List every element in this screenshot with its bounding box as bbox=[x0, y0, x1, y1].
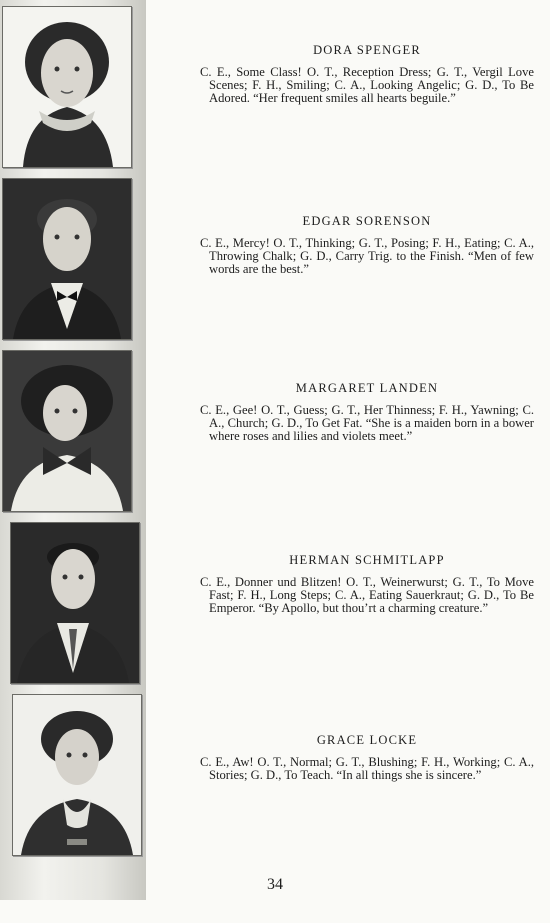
student-name: EDGAR SORENSON bbox=[302, 214, 432, 228]
student-entry-margaret-landen bbox=[200, 381, 534, 444]
student-portrait-herman-schmitlapp bbox=[10, 522, 140, 684]
student-entry-edgar-sorenson bbox=[200, 214, 534, 277]
student-portrait-dora-spenger bbox=[2, 6, 132, 168]
portrait-image bbox=[13, 695, 141, 855]
student-description: C. E., Aw! O. T., Normal; G. T., Blushing; F. H., Working; C. A., Stories; G. D., To Teach. “In all things she is sincere.” bbox=[200, 755, 534, 783]
student-name: GRACE LOCKE bbox=[316, 733, 418, 747]
portrait-image bbox=[3, 179, 131, 339]
student-name: MARGARET LANDEN bbox=[295, 381, 439, 395]
portrait-image bbox=[3, 351, 131, 511]
student-description: C. E., Some Class! O. T., Reception Dress; G. T., Vergil Love Scenes; F. H., Smiling; C. A., Looking Angelic; G. D., To Be Adored. “Her frequent smiles all hearts beguile.” bbox=[200, 65, 534, 106]
student-description: C. E., Mercy! O. T., Thinking; G. T., Posing; F. H., Eating; C. A., Throwing Chalk; G. D., Carry Trig. to the Finish. “Men of few words are the best.” bbox=[200, 236, 534, 277]
page-number: 34 bbox=[267, 876, 283, 893]
student-entry-dora-spenger bbox=[200, 43, 534, 106]
student-entry-herman-schmitlapp bbox=[200, 553, 534, 616]
student-description: C. E., Gee! O. T., Guess; G. T., Her Thinness; F. H., Yawning; C. A., Church; G. D., To Get Fat. “She is a maiden born in a bower where roses and lilies and violets meet.” bbox=[200, 403, 534, 444]
student-portrait-grace-locke bbox=[12, 694, 142, 856]
student-entry-grace-locke bbox=[200, 733, 534, 782]
student-name: DORA SPENGER bbox=[313, 43, 421, 57]
student-portrait-edgar-sorenson bbox=[2, 178, 132, 340]
student-description: C. E., Donner und Blitzen! O. T., Weinerwurst; G. T., To Move Fast; F. H., Long Steps; C. A., Eating Sauerkraut; G. D., To Be Emperor. “By Apollo, but thou’rt a charming creature.” bbox=[200, 575, 534, 616]
student-name: HERMAN SCHMITLAPP bbox=[289, 553, 445, 567]
student-portrait-margaret-landen bbox=[2, 350, 132, 512]
portrait-image bbox=[3, 7, 131, 167]
photo-strip bbox=[0, 0, 146, 900]
portrait-image bbox=[11, 523, 139, 683]
